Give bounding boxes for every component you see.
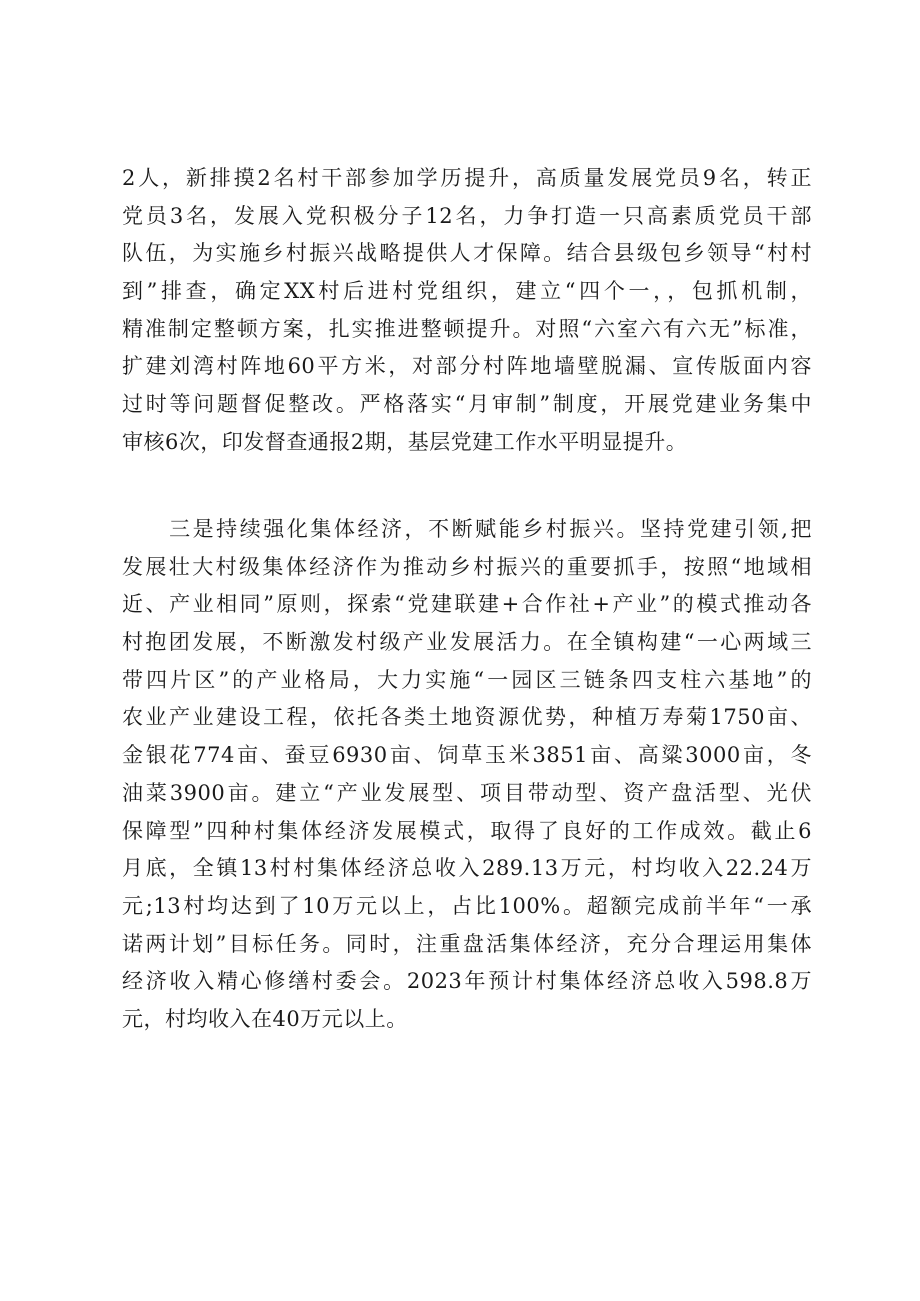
text-line: 农业产业建设工程，依托各类土地资源优势，种植万寿菊1750亩、 xyxy=(122,705,812,730)
text-line: 过时等问题督促整改。严格落实“月审制”制度，开展党建业务集中 xyxy=(122,392,812,417)
paragraph-collective-economy xyxy=(122,511,812,1039)
text-line: 金银花774亩、蚕豆6930亩、饲草玉米3851亩、高粱3000亩，冬 xyxy=(122,743,812,768)
text-line: 近、产业相同”原则，探索“党建联建+合作社+产业”的模式推动各 xyxy=(122,592,812,617)
text-line: 发展壮大村级集体经济作为推动乡村振兴的重要抓手，按照“地域相 xyxy=(122,554,812,579)
text-line: 元，村均收入在40万元以上。 xyxy=(122,1006,408,1031)
text-line: 元;13村均达到了10万元以上，占比100%。超额完成前半年“一承 xyxy=(122,893,812,918)
text-line: 油菜3900亩。建立“产业发展型、项目带动型、资产盘活型、光伏 xyxy=(122,780,812,805)
text-line: 审核6次，印发督查通报2期，基层党建工作水平明显提升。 xyxy=(122,429,688,454)
paragraph-party-building xyxy=(122,160,812,462)
text-line: 保障型”四种村集体经济发展模式，取得了良好的工作成效。截止6 xyxy=(122,818,812,843)
text-line: 诺两计划”目标任务。同时，注重盘活集体经济，充分合理运用集体 xyxy=(122,931,812,956)
text-line: 到”排查，确定XX村后进村党组织，建立“四个一，，包抓机制， xyxy=(122,279,812,304)
text-line: 经济收入精心修缮村委会。2023年预计村集体经济总收入598.8万 xyxy=(122,969,812,994)
text-line: 精准制定整顿方案，扎实推进整顿提升。对照“六室六有六无”标准， xyxy=(122,316,812,341)
text-line: 村抱团发展，不断激发村级产业发展活力。在全镇构建“一心两域三 xyxy=(122,630,812,655)
text-line: 月底，全镇13村村集体经济总收入289.13万元，村均收入22.24万 xyxy=(122,856,812,881)
text-line: 队伍，为实施乡村振兴战略提供人才保障。结合县级包乡领导“村村 xyxy=(122,241,812,266)
text-line: 扩建刘湾村阵地60平方米，对部分村阵地墙壁脱漏、宣传版面内容 xyxy=(122,354,812,379)
text-line: 三是持续强化集体经济，不断赋能乡村振兴。坚持党建引领,把 xyxy=(122,517,812,541)
text-line: 党员3名，发展入党积极分子12名，力争打造一只高素质党员干部 xyxy=(122,203,812,228)
text-line: 带四片区”的产业格局，大力实施“一园区三链条四支柱六基地”的 xyxy=(122,667,812,692)
text-line: 2人，新排摸2名村干部参加学历提升，高质量发展党员9名，转正 xyxy=(122,166,812,190)
